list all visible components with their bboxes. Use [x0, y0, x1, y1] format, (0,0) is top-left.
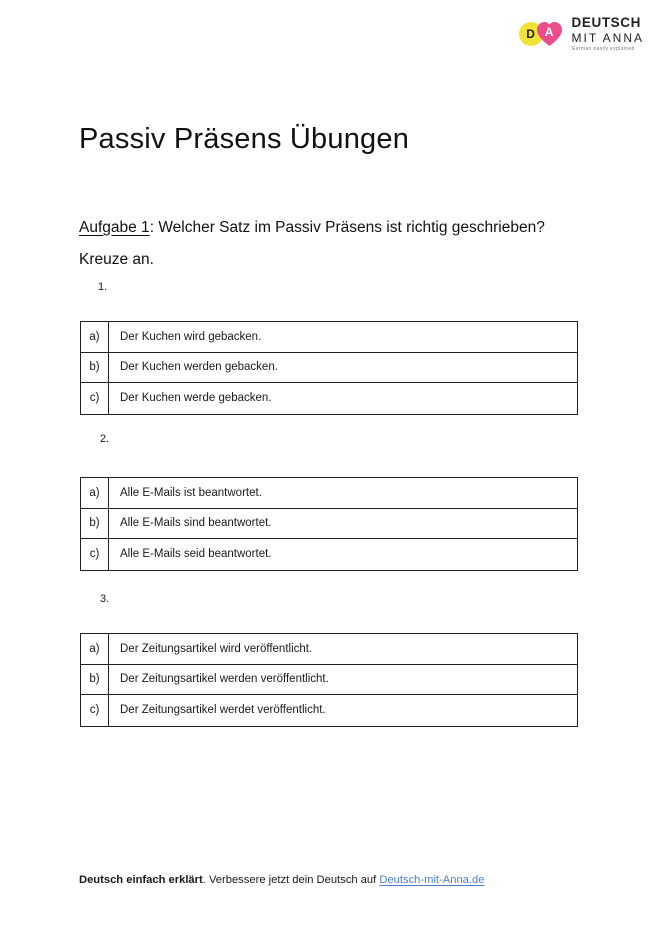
logo-mark: [519, 19, 565, 49]
logo-circle-letter: D: [526, 26, 535, 41]
question-table-3: [80, 633, 578, 727]
option-text: Alle E-Mails ist beantwortet.: [120, 486, 262, 499]
task-instruction: [79, 212, 559, 276]
option-label: c): [81, 539, 109, 570]
option-text: Der Kuchen werde gebacken.: [120, 392, 272, 405]
logo-heart-letter: A: [544, 24, 554, 39]
option-label: a): [81, 478, 109, 508]
option-label: b): [81, 353, 109, 383]
page-title: Passiv Präsens Übungen: [79, 123, 410, 156]
footer-middle-text: . Verbessere jetzt dein Deutsch auf: [202, 874, 380, 886]
option-label: a): [81, 634, 109, 664]
logo-wordmark: [572, 16, 644, 52]
option-label: c): [81, 695, 109, 726]
option-text: Der Zeitungsartikel werdet veröffentlicht.: [120, 704, 326, 717]
question-table-1: [80, 321, 578, 415]
option-text: Der Zeitungsartikel werden veröffentlicht.: [120, 673, 329, 686]
logo-line-mit-anna: MIT ANNA: [571, 30, 644, 45]
task-prompt: Welcher Satz im Passiv Präsens ist richtig geschrieben? Kreuze an.: [79, 218, 545, 268]
footer-website-link[interactable]: Deutsch-mit-Anna.de: [379, 874, 485, 886]
task-label: Aufgabe 1: [79, 218, 150, 236]
option-text: Der Kuchen wird gebacken.: [120, 330, 262, 343]
table-row[interactable]: [81, 539, 577, 570]
table-row[interactable]: [81, 383, 577, 414]
logo-tagline: German easily explained: [571, 45, 635, 52]
question-number-3: 3.: [100, 593, 110, 605]
question-number-1: 1.: [98, 281, 108, 293]
table-row[interactable]: [81, 665, 577, 696]
option-label: b): [81, 665, 109, 695]
table-row[interactable]: [81, 695, 577, 726]
option-label: b): [81, 509, 109, 539]
table-row[interactable]: [81, 634, 577, 665]
question-number-2: 2.: [100, 433, 110, 445]
option-text: Alle E-Mails seid beantwortet.: [120, 548, 272, 561]
brand-logo: [519, 16, 644, 52]
task-colon: :: [149, 218, 159, 236]
table-row[interactable]: [81, 478, 577, 509]
footer-bold-text: Deutsch einfach erklärt: [79, 874, 203, 886]
table-row[interactable]: [81, 509, 577, 540]
option-label: a): [81, 322, 109, 352]
logo-line-deutsch: DEUTSCH: [571, 15, 641, 30]
option-text: Alle E-Mails sind beantwortet.: [120, 517, 272, 530]
page-footer: [79, 874, 484, 886]
option-text: Der Kuchen werden gebacken.: [120, 361, 278, 374]
option-label: c): [81, 383, 109, 414]
question-table-2: [80, 477, 578, 571]
heart-icon: [536, 21, 563, 47]
table-row[interactable]: [81, 353, 577, 384]
option-text: Der Zeitungsartikel wird veröffentlicht.: [120, 642, 313, 655]
table-row[interactable]: [81, 322, 577, 353]
